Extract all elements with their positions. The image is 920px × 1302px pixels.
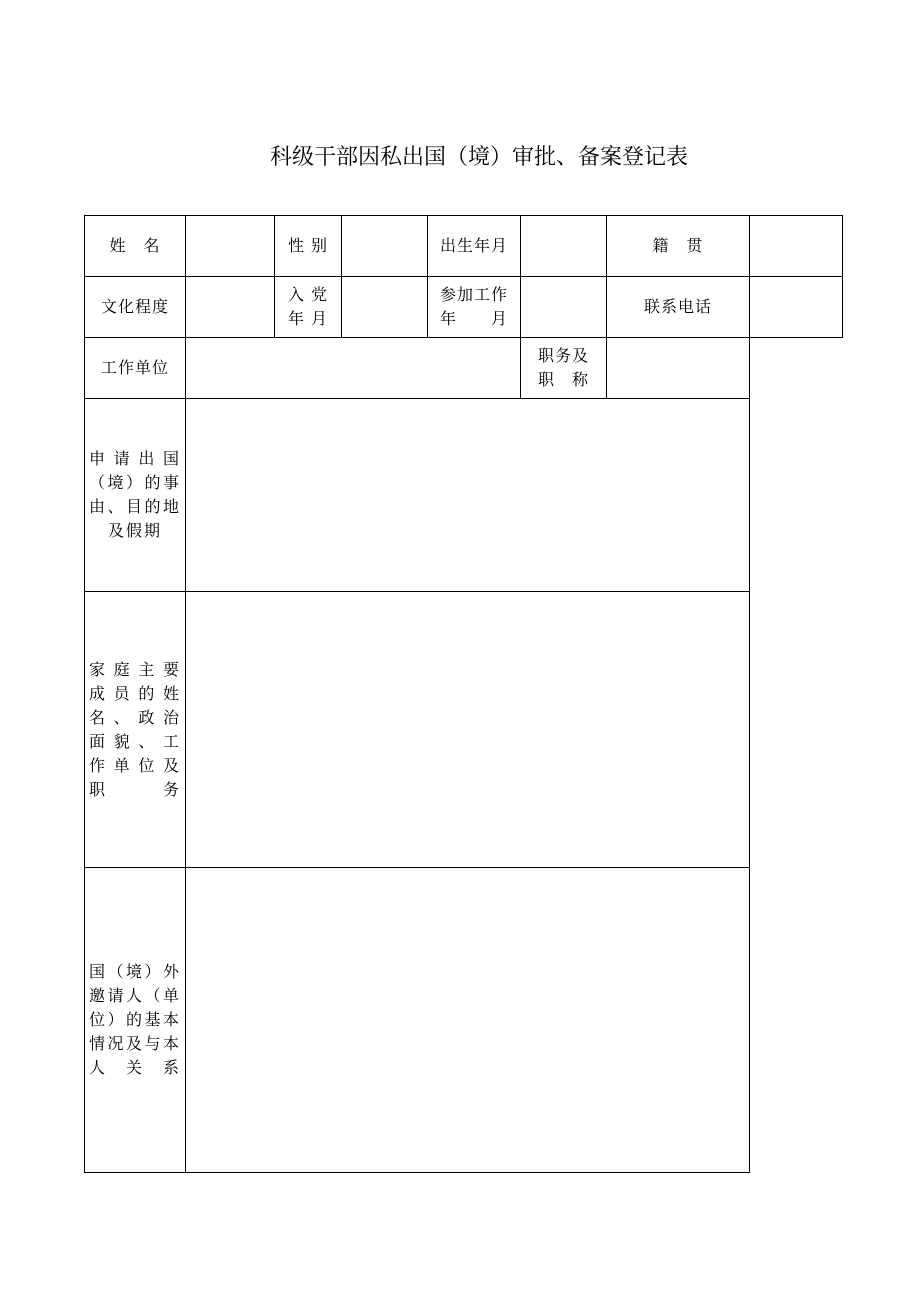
form-row-employer	[85, 338, 843, 399]
family-members-label	[85, 592, 186, 868]
work-start-date-field[interactable]	[521, 277, 607, 338]
travel-reason-label-line: 申请出国	[89, 449, 181, 468]
work-start-date-label	[428, 277, 521, 338]
work-start-label-line2: 年 月	[439, 309, 508, 328]
form-row-travel-reason	[85, 399, 843, 592]
native-place-label: 籍 贯	[607, 216, 750, 277]
phone-label: 联系电话	[607, 277, 750, 338]
travel-reason-label-line: 由、目的地	[89, 497, 181, 516]
inviter-info-label	[85, 868, 186, 1173]
form-row-inviter	[85, 868, 843, 1173]
travel-reason-label-line: （境）的事	[89, 473, 181, 492]
inviter-info-field[interactable]	[186, 868, 750, 1173]
party-join-label-line1: 入 党	[287, 285, 329, 304]
inviter-info-label-line: 国（境）外	[89, 962, 181, 981]
education-field[interactable]	[186, 277, 275, 338]
form-row-family	[85, 592, 843, 868]
position-label-line1: 职务及	[537, 346, 589, 365]
gender-label: 性 别	[275, 216, 342, 277]
inviter-info-label-line: 位）的基本	[89, 1010, 181, 1029]
name-field[interactable]	[186, 216, 275, 277]
form-title: 科级干部因私出国（境）审批、备案登记表	[269, 145, 688, 170]
form-row-basic-info	[85, 216, 843, 277]
travel-reason-label-line: 及假期	[107, 521, 162, 540]
work-start-label-line1: 参加工作	[439, 285, 508, 304]
inviter-info-label-line: 邀请人（单	[89, 986, 181, 1005]
inviter-info-label-line: 情况及与本	[89, 1034, 181, 1053]
family-members-label-line: 名、政治	[89, 707, 181, 727]
name-label: 姓 名	[85, 216, 186, 277]
phone-field[interactable]	[750, 277, 843, 338]
education-label: 文化程度	[85, 277, 186, 338]
family-members-label-line: 家庭主要	[89, 659, 181, 679]
employer-field[interactable]	[186, 338, 521, 399]
form-row-education	[85, 277, 843, 338]
registration-form-table	[84, 215, 843, 1173]
native-place-field[interactable]	[750, 216, 843, 277]
family-members-field[interactable]	[186, 592, 750, 868]
position-title-label	[521, 338, 607, 399]
position-label-line2: 职 称	[537, 370, 589, 389]
travel-reason-label	[85, 399, 186, 592]
inviter-info-label-line: 人 关 系	[89, 1058, 181, 1077]
family-members-label-line: 面貌、工	[89, 731, 181, 751]
party-join-date-label	[275, 277, 342, 338]
party-join-date-field[interactable]	[342, 277, 428, 338]
family-members-label-line: 职 务	[89, 779, 181, 799]
family-members-label-line: 作单位及	[89, 755, 181, 775]
employer-label: 工作单位	[85, 338, 186, 399]
birth-date-field[interactable]	[521, 216, 607, 277]
gender-field[interactable]	[342, 216, 428, 277]
position-title-field[interactable]	[607, 338, 750, 399]
travel-reason-field[interactable]	[186, 399, 750, 592]
party-join-label-line2: 年 月	[287, 309, 329, 328]
birth-date-label: 出生年月	[428, 216, 521, 277]
family-members-label-line: 成员的姓	[89, 683, 181, 703]
